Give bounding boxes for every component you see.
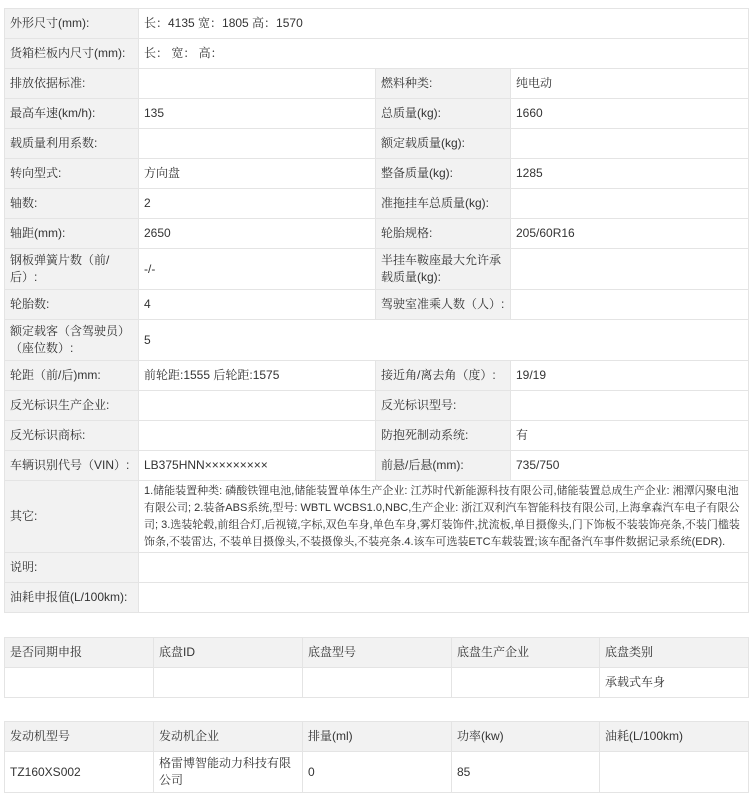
table-row [5,752,749,793]
chassis-header-cell: 底盘类别 [600,638,749,668]
engine-header-row [5,722,749,752]
axle-count-label: 轴数: [5,189,139,219]
engine-table [4,721,749,793]
chassis-cell [452,668,600,698]
rated-passengers-label: 额定载客（含驾驶员）（座位数）: [5,320,139,361]
spec-row [5,99,749,129]
total-mass-value: 1660 [511,99,749,129]
spec-row [5,451,749,481]
engine-header-cell: 排量(ml) [303,722,452,752]
curb-mass-value: 1285 [511,159,749,189]
chassis-header-cell: 是否同期申报 [5,638,154,668]
tire-count-label: 轮胎数: [5,290,139,320]
cab-passengers-label: 驾驶室准乘人数（人）: [376,290,511,320]
overhang-value: 735/750 [511,451,749,481]
steering-type-label: 转向型式: [5,159,139,189]
dimensions-row [5,9,749,39]
rated-load-value [511,129,749,159]
spec-row [5,189,749,219]
emission-standard-value [139,69,376,99]
wheelbase-value: 2650 [139,219,376,249]
leaf-spring-value: -/- [139,249,376,290]
vin-value: LB375HNN××××××××× [139,451,376,481]
chassis-header-row [5,638,749,668]
chassis-header-cell: 底盘生产企业 [452,638,600,668]
note-label: 说明: [5,553,139,583]
trailer-mass-value [511,189,749,219]
engine-header-cell: 功率(kw) [452,722,600,752]
max-speed-value: 135 [139,99,376,129]
reflector-model-label: 反光标识型号: [376,391,511,421]
overhang-label: 前悬/后悬(mm): [376,451,511,481]
axle-count-value: 2 [139,189,376,219]
chassis-cell: 承载式车身 [600,668,749,698]
fuel-type-value: 纯电动 [511,69,749,99]
emission-standard-label: 排放依据标准: [5,69,139,99]
fuel-type-label: 燃料种类: [376,69,511,99]
total-mass-label: 总质量(kg): [376,99,511,129]
curb-mass-label: 整备质量(kg): [376,159,511,189]
engine-header-cell: 油耗(L/100km) [600,722,749,752]
fuel-use-cell [600,752,749,793]
cargo-row [5,39,749,69]
other-row [5,481,749,553]
cargo-label: 货箱栏板内尺寸(mm): [5,39,139,69]
cargo-value: 长： 宽： 高： [139,39,749,69]
chassis-header-cell: 底盘型号 [303,638,452,668]
note-row [5,553,749,583]
tire-spec-value: 205/60R16 [511,219,749,249]
track-width-value: 前轮距:1555 后轮距:1575 [139,361,376,391]
reflector-maker-label: 反光标识生产企业: [5,391,139,421]
power-cell: 85 [452,752,600,793]
approach-departure-label: 接近角/离去角（度）: [376,361,511,391]
vehicle-spec-table [4,8,749,613]
spec-row [5,391,749,421]
trailer-mass-label: 准拖挂车总质量(kg): [376,189,511,219]
spec-row [5,361,749,391]
wheelbase-label: 轴距(mm): [5,219,139,249]
spec-row [5,219,749,249]
engine-maker-cell: 格雷博智能动力科技有限公司 [154,752,303,793]
abs-value: 有 [511,421,749,451]
spec-row [5,290,749,320]
chassis-header-cell: 底盘ID [154,638,303,668]
chassis-cell [5,668,154,698]
spec-row [5,421,749,451]
cab-passengers-value [511,290,749,320]
table-row [5,668,749,698]
dimensions-value: 长：4135 宽：1805 高：1570 [139,9,749,39]
load-factor-label: 载质量利用系数: [5,129,139,159]
fuel-consumption-value [139,583,749,613]
spec-row [5,69,749,99]
rated-load-label: 额定载质量(kg): [376,129,511,159]
engine-header-cell: 发动机型号 [5,722,154,752]
other-label: 其它: [5,481,139,553]
spec-row [5,249,749,290]
saddle-load-label: 半挂车鞍座最大允许承载质量(kg): [376,249,511,290]
reflector-brand-label: 反光标识商标: [5,421,139,451]
abs-label: 防抱死制动系统: [376,421,511,451]
load-factor-value [139,129,376,159]
vin-label: 车辆识别代号（VIN）: [5,451,139,481]
chassis-cell [303,668,452,698]
track-width-label: 轮距（前/后)mm: [5,361,139,391]
leaf-spring-label: 钢板弹簧片数（前/后）: [5,249,139,290]
chassis-table [4,637,749,698]
reflector-model-value [511,391,749,421]
note-value [139,553,749,583]
tire-spec-label: 轮胎规格: [376,219,511,249]
fuel-consumption-row [5,583,749,613]
steering-type-value: 方向盘 [139,159,376,189]
rated-passengers-value: 5 [139,320,749,361]
max-speed-label: 最高车速(km/h): [5,99,139,129]
tire-count-value: 4 [139,290,376,320]
reflector-maker-value [139,391,376,421]
other-value: 1.储能装置种类: 磷酸铁锂电池,储能装置单体生产企业: 江苏时代新能源科技有限公司,储能装置总成生产企业: 湘潭闪聚电池有限公司; 2.装备ABS系统,型号: WBTL WCBS1.0,NBC,生产企业: 浙江双利汽车智能科技有限公司,上海拿森汽车电子有限公司; 3.选装轮毂,前组合灯,后视镜,字标,双色车身,单色车身,雾灯装饰件,扰流板,单目摄像头,门下饰板不装装饰亮条,不装门槛装饰条,不装雷达, 不装单目摄像头,不装摄像头,不装亮条.4.该车可选装ETC车载装置;该车配备汽车事件数据记录系统(EDR). [139,481,749,553]
spec-row [5,159,749,189]
engine-header-cell: 发动机企业 [154,722,303,752]
dimensions-label: 外形尺寸(mm): [5,9,139,39]
saddle-load-value [511,249,749,290]
rated-passengers-row [5,320,749,361]
approach-departure-value: 19/19 [511,361,749,391]
displacement-cell: 0 [303,752,452,793]
reflector-brand-value [139,421,376,451]
spec-row [5,129,749,159]
chassis-cell [154,668,303,698]
engine-model-cell: TZ160XS002 [5,752,154,793]
fuel-consumption-label: 油耗申报值(L/100km): [5,583,139,613]
